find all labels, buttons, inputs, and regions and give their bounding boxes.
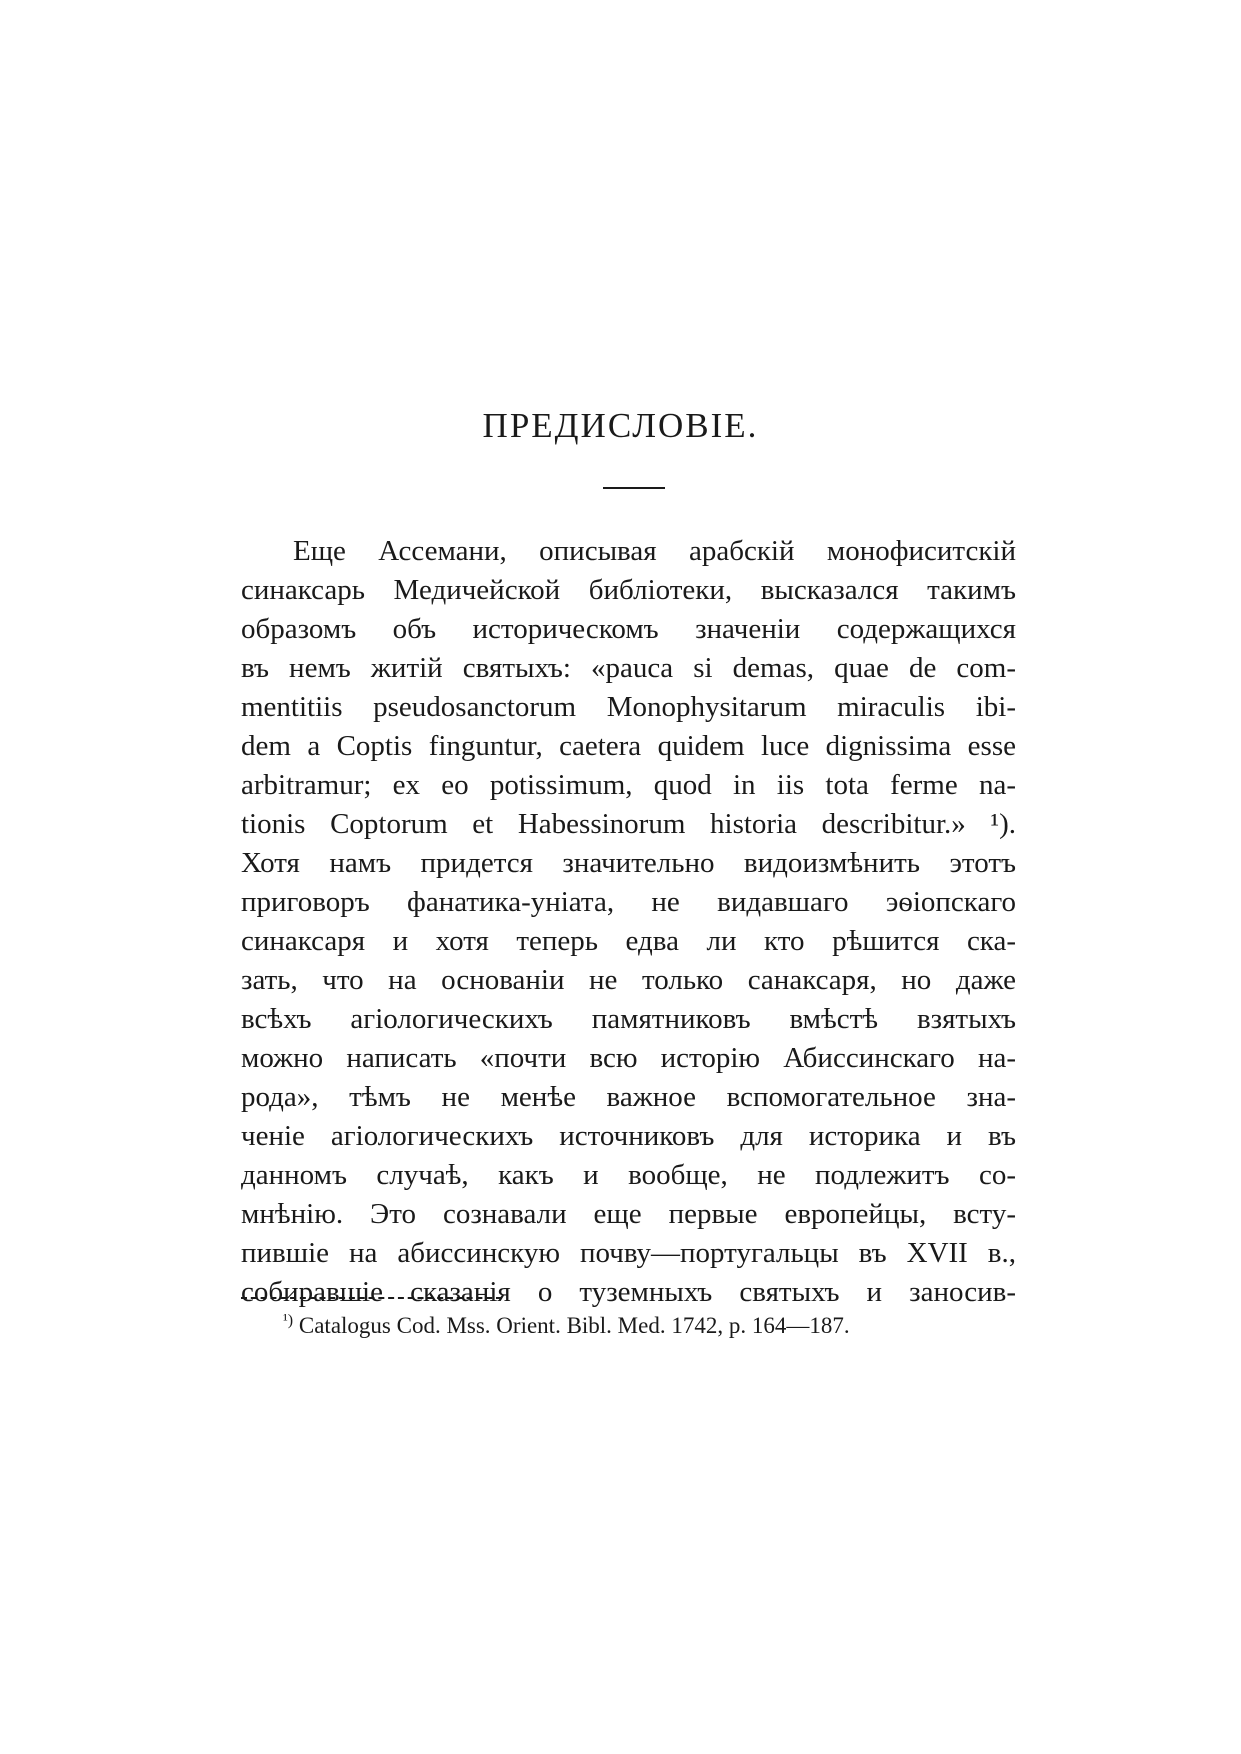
- text-line: всѣхъ агіологическихъ памятниковъ вмѣстѣ взятыхъ: [241, 1003, 1016, 1035]
- text-line: tionis Coptorum et Habessinorum historia describitur.» ¹).: [241, 808, 1016, 840]
- text-line: dem a Coptis finguntur, caetera quidem luce dignissima esse: [241, 730, 1016, 762]
- text-line: Еще Ассемани, описывая арабскій монофиситскій: [293, 535, 1016, 567]
- title-divider: [603, 487, 665, 489]
- footnote: [283, 1306, 850, 1341]
- footnote-divider: [241, 1297, 502, 1299]
- text-line: приговоръ фанатика-уніата, не видавшаго эѳіопскаго: [241, 886, 1016, 918]
- text-line: образомъ объ историческомъ значеніи содержащихся: [241, 613, 1016, 645]
- text-line: Хотя намъ придется значительно видоизмѣнить этотъ: [241, 847, 1016, 879]
- text-line: синаксарь Медичейской библіотеки, высказался такимъ: [241, 574, 1016, 606]
- text-line: рода», тѣмъ не менѣе важное вспомогательное зна-: [241, 1081, 1016, 1113]
- text-line: собиравшіе сказанія о туземныхъ святыхъ и заносив-: [241, 1276, 1016, 1308]
- text-line: ченіе агіологическихъ источниковъ для историка и въ: [241, 1120, 1016, 1152]
- text-line: arbitramur; ex eo potissimum, quod in iis tota ferme na-: [241, 769, 1016, 801]
- footnote-marker: ¹): [283, 1312, 294, 1329]
- text-line: зать, что на основаніи не только санаксаря, но даже: [241, 964, 1016, 996]
- footnote-text: Catalogus Cod. Mss. Orient. Bibl. Med. 1742, p. 164—187.: [298, 1313, 850, 1338]
- text-line: пившіе на абиссинскую почву—португальцы въ XVII в.,: [241, 1237, 1016, 1269]
- text-line: можно написать «почти всю исторію Абиссинскаго на-: [241, 1042, 1016, 1074]
- text-line: въ немъ житій святыхъ: «pauca si demas, quae de com-: [241, 652, 1016, 684]
- text-line: mentitiis pseudosanctorum Monophysitarum miraculis ibi-: [241, 691, 1016, 723]
- text-line: синаксаря и хотя теперь едва ли кто рѣшится ска-: [241, 925, 1016, 957]
- text-line: мнѣнію. Это сознавали еще первые европейцы, всту-: [241, 1198, 1016, 1230]
- text-line: данномъ случаѣ, какъ и вообще, не подлежитъ со-: [241, 1159, 1016, 1191]
- body-text: [241, 532, 1016, 1312]
- page-title: ПРЕДИСЛОВІЕ.: [482, 406, 759, 445]
